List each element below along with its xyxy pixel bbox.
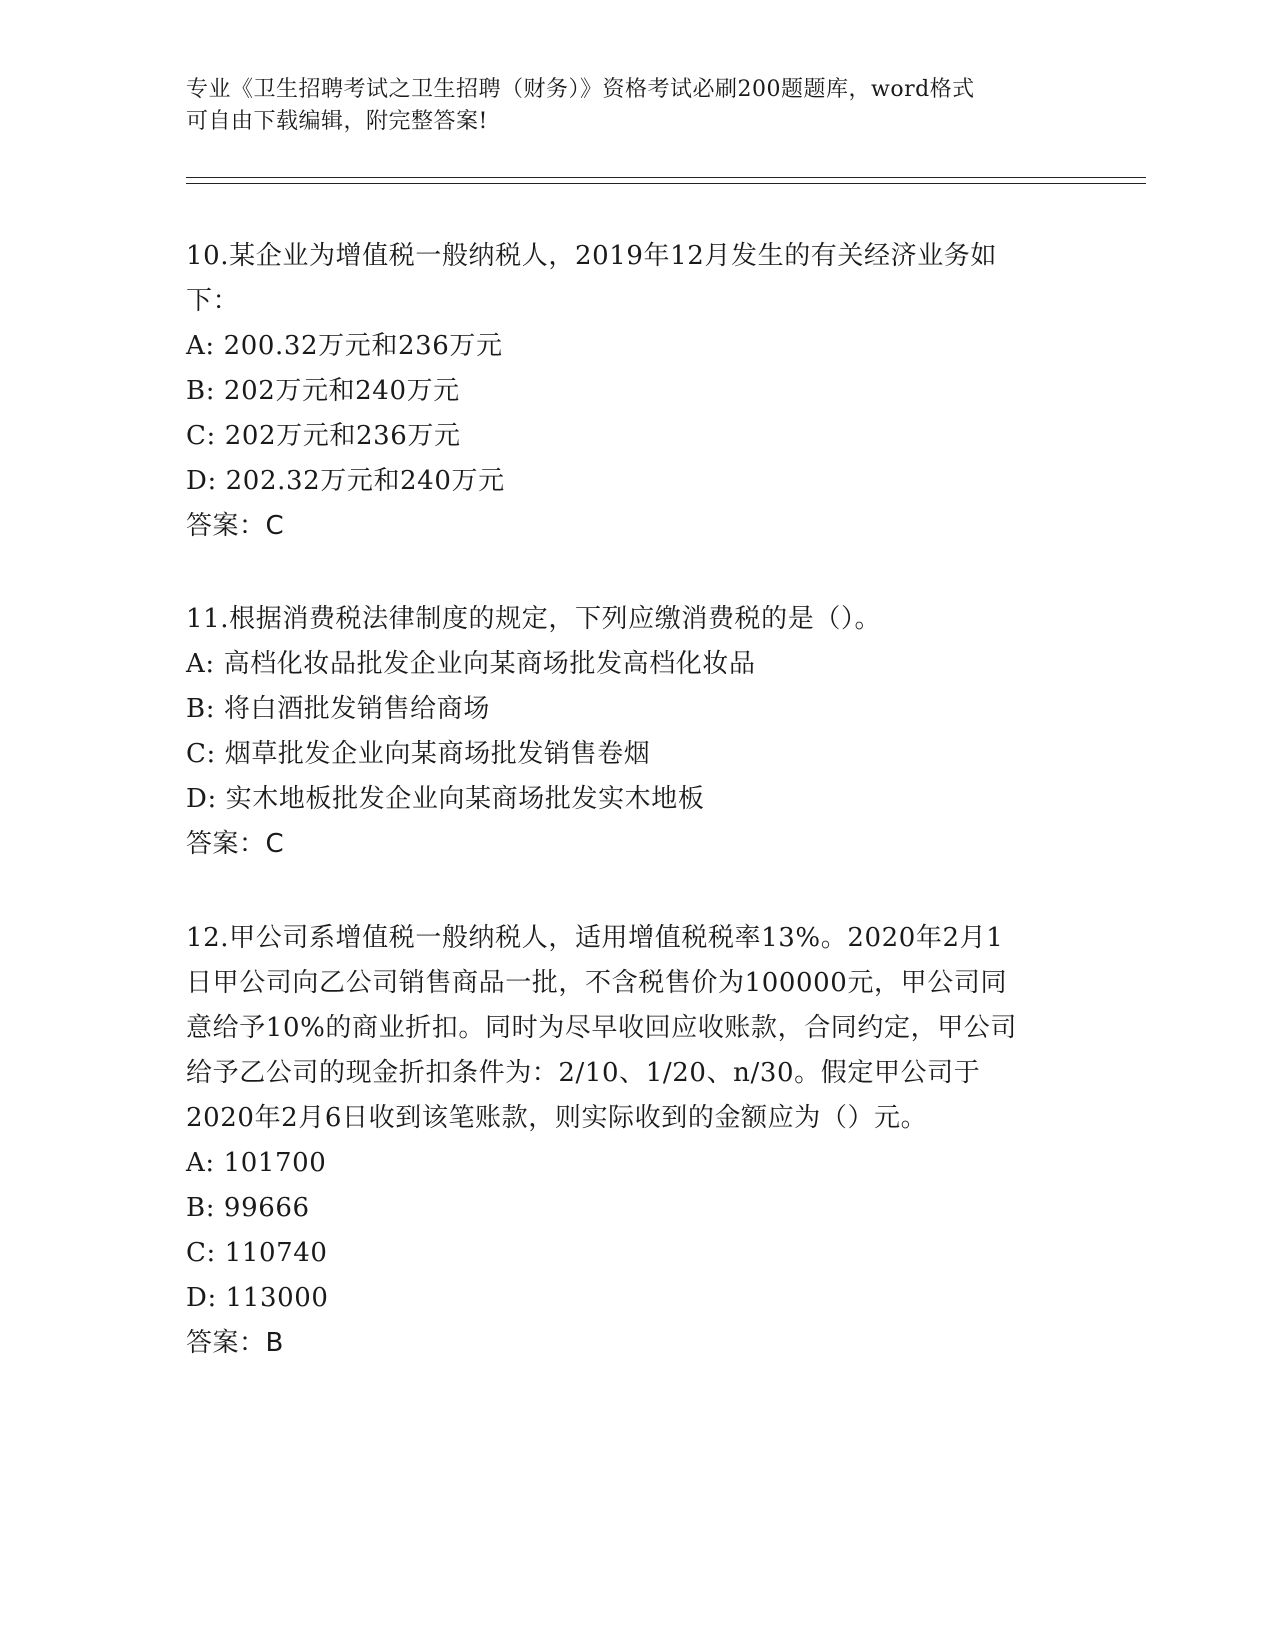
question-stem-line: 日甲公司向乙公司销售商品一批，不含税售价为100000元，甲公司同 (186, 968, 1008, 998)
document-header (186, 74, 1086, 138)
answer: 答案：B (186, 1328, 284, 1358)
question-stem-line: 下： (186, 286, 240, 316)
answer: 答案：C (186, 511, 285, 541)
option-b: B: 将白酒批发销售给商场 (186, 694, 490, 724)
option-c: C: 110740 (186, 1238, 328, 1268)
question-10 (186, 234, 1086, 549)
question-stem-line: 2020年2月6日收到该笔账款，则实际收到的金额应为（）元。 (186, 1103, 928, 1133)
question-stem-line: 12.甲公司系增值税一般纳税人，适用增值税税率13%。2020年2月1 (186, 923, 1004, 953)
option-a: A: 200.32万元和236万元 (186, 331, 503, 361)
option-a: A: 高档化妆品批发企业向某商场批发高档化妆品 (186, 649, 756, 679)
option-d: D: 202.32万元和240万元 (186, 466, 505, 496)
question-stem-line: 给予乙公司的现金折扣条件为：2/10、1/20、n/30。假定甲公司于 (186, 1058, 981, 1088)
header-divider-bottom (186, 183, 1146, 184)
answer: 答案：C (186, 829, 285, 859)
question-stem-line: 11.根据消费税法律制度的规定，下列应缴消费税的是（）。 (186, 604, 882, 634)
header-divider-top (186, 177, 1146, 178)
option-b: B: 202万元和240万元 (186, 376, 460, 406)
option-b: B: 99666 (186, 1193, 310, 1223)
question-stem-line: 10.某企业为增值税一般纳税人，2019年12月发生的有关经济业务如 (186, 241, 998, 271)
option-d: D: 113000 (186, 1283, 329, 1313)
option-a: A: 101700 (186, 1148, 327, 1178)
question-11 (186, 597, 1086, 867)
option-c: C: 202万元和236万元 (186, 421, 461, 451)
option-c: C: 烟草批发企业向某商场批发销售卷烟 (186, 739, 651, 769)
option-d: D: 实木地板批发企业向某商场批发实木地板 (186, 784, 705, 814)
header-line-2: 可自由下载编辑，附完整答案! (186, 109, 488, 134)
question-12 (186, 916, 1086, 1366)
question-stem-line: 意给予10%的商业折扣。同时为尽早收回应收账款，合同约定，甲公司 (186, 1013, 1017, 1043)
header-line-1: 专业《卫生招聘考试之卫生招聘（财务）》资格考试必刷200题题库，word格式 (186, 77, 975, 102)
